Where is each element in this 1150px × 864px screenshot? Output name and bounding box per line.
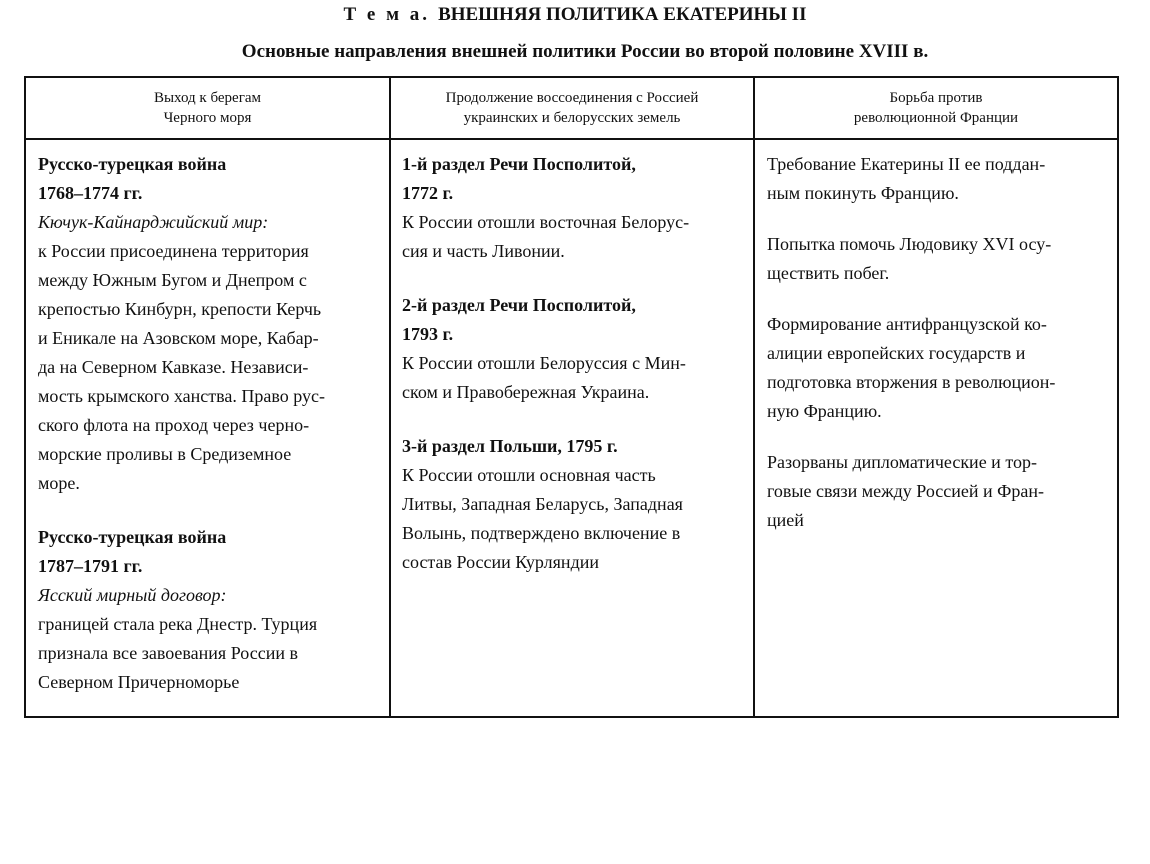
france-item: Разорваны дипломатические и тор- говые связи между Россией и Фран- цией [767, 452, 1044, 530]
table-subtitle: Основные направления внешней политики России во второй половине XVIII в. [241, 41, 929, 62]
cell-reunification [402, 150, 747, 577]
column-header-line: Борьба против [889, 90, 983, 106]
treaty-text: к России присоединена территория между Южным Бугом и Днепром с крепостью Кинбурн, крепости Керчь и Еникале на Азовском море, Кабар- да на Северном Кавказе. Независи- мость крымского ханства. Право рус- ского флота на проход через черно- морские проливы в Средиземное море. [38, 241, 325, 493]
column-header-france [755, 88, 1117, 132]
foreign-policy-table [24, 76, 1119, 718]
partition-text: К России отошли восточная Белорус- сия и часть Ливонии. [402, 212, 690, 261]
france-item: Требование Екатерины II ее поддан- ным покинуть Францию. [767, 154, 1046, 203]
partition-title: 3-й раздел Польши, 1795 г. [402, 436, 618, 456]
column-header-line: революционной Франции [853, 110, 1019, 126]
partition-title: 1-й раздел Речи Посполитой, 1772 г. [402, 154, 636, 203]
topic-title: ВНЕШНЯЯ ПОЛИТИКА ЕКАТЕРИНЫ II [438, 4, 807, 25]
column-header-line: Продолжение воссоединения с Россией [445, 90, 699, 106]
partition-title: 2-й раздел Речи Посполитой, 1793 г. [402, 295, 636, 344]
cell-france [767, 150, 1112, 535]
france-item: Попытка помочь Людовику XVI осу- ществить побег. [767, 234, 1052, 283]
partition-text: К России отошли Белоруссия с Мин- ском и Правобережная Украина. [402, 353, 686, 402]
column-header-black-sea [26, 88, 389, 132]
war-title: Русско-турецкая война 1787–1791 гг. [38, 527, 227, 576]
treaty-name: Ясский мирный договор: [38, 585, 227, 605]
column-divider [389, 78, 391, 716]
partition-text: К России отошли основная часть Литвы, Западная Беларусь, Западная Волынь, подтверждено включение в состав России Курляндии [402, 465, 683, 572]
cell-black-sea [38, 150, 383, 697]
column-header-line: украинских и белорусских земель [463, 110, 681, 126]
column-header-line: Черного моря [163, 110, 252, 126]
column-divider [753, 78, 755, 716]
column-header-line: Выход к берегам [153, 90, 262, 106]
treaty-text: границей стала река Днестр. Турция признала все завоевания России в Северном Причерноморье [38, 614, 318, 692]
topic-label: Т е м а. [343, 4, 431, 25]
war-title: Русско-турецкая война 1768–1774 гг. [38, 154, 227, 203]
treaty-name: Кючук-Кайнарджийский мир: [38, 212, 269, 232]
topic-heading [0, 4, 1150, 26]
header-divider [26, 138, 1117, 140]
france-item: Формирование антифранцузской ко- алиции европейских государств и подготовка вторжения в революцион- ную Францию. [767, 314, 1056, 421]
column-header-reunification [391, 88, 753, 132]
